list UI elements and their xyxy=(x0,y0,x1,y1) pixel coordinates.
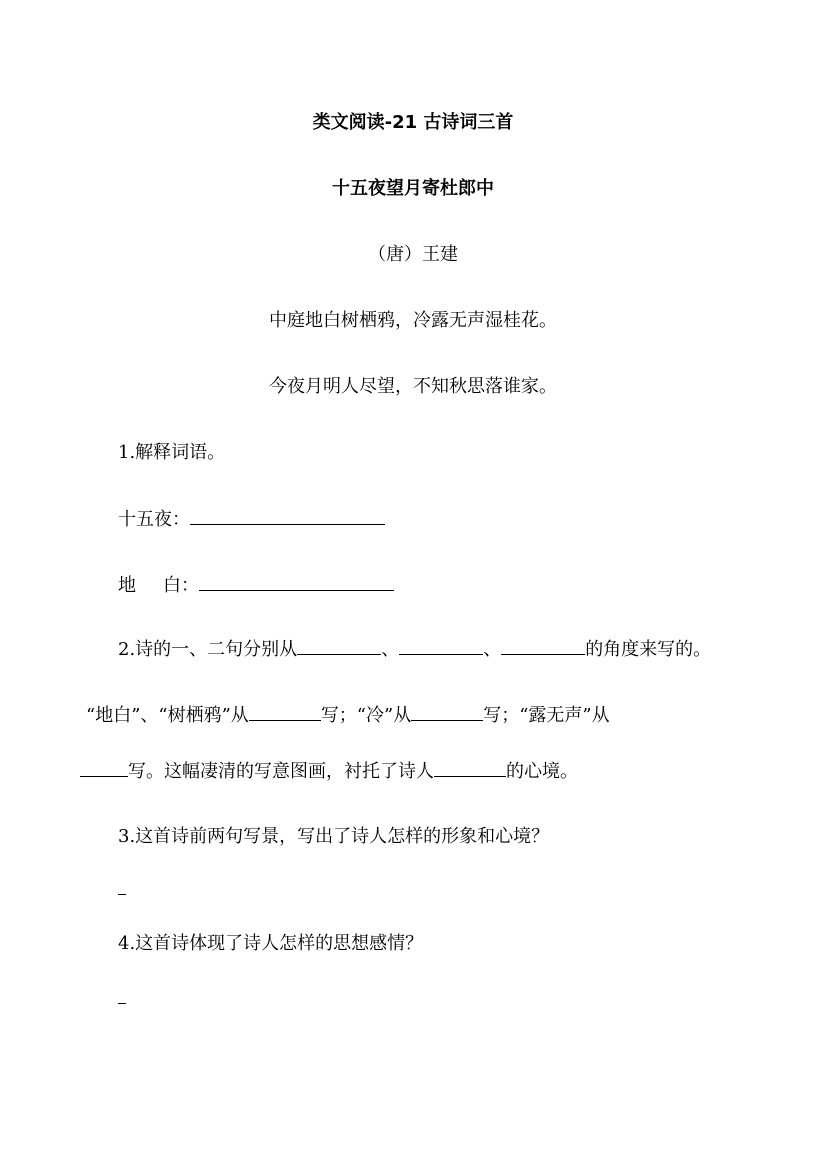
question-1-item-2 xyxy=(118,574,394,598)
question-3-prompt: 3.这首诗前两句写景，写出了诗人怎样的形象和心境？ xyxy=(118,826,550,847)
question-2-text: 的角度来写的。 xyxy=(585,639,712,660)
question-2-line-3 xyxy=(80,760,578,784)
answer-blank[interactable] xyxy=(411,704,483,721)
question-1-prompt: 1.解释词语。 xyxy=(118,442,226,463)
answer-line-q3[interactable] xyxy=(118,894,126,895)
separator: 、 xyxy=(381,639,400,660)
answer-line-q4[interactable] xyxy=(118,1003,126,1004)
question-2-line-1 xyxy=(118,638,711,662)
question-2-text: 写；“冷”从 xyxy=(320,705,412,726)
poem-line-1: 中庭地白树栖鸦，冷露无声湿桂花。 xyxy=(269,310,557,331)
item-2-label-char-1: 地 xyxy=(118,575,136,596)
answer-blank[interactable] xyxy=(501,638,585,655)
answer-blank[interactable] xyxy=(297,638,381,655)
poem-title: 十五夜望月寄杜郎中 xyxy=(332,178,494,199)
item-1-label: 十五夜： xyxy=(118,509,190,530)
poem-line-2: 今夜月明人尽望，不知秋思落谁家。 xyxy=(269,376,557,397)
answer-blank[interactable] xyxy=(434,760,506,777)
answer-blank[interactable] xyxy=(80,760,128,777)
answer-blank[interactable] xyxy=(190,508,385,525)
poem-author: （唐）王建 xyxy=(368,244,458,265)
question-2-text: 的心境。 xyxy=(506,761,578,782)
document-title: 类文阅读-21 古诗词三首 xyxy=(312,112,514,133)
question-4-prompt: 4.这首诗体现了诗人怎样的思想感情？ xyxy=(118,933,424,954)
question-2-text: 2.诗的一、二句分别从 xyxy=(118,639,298,660)
question-1-item-1 xyxy=(118,508,385,532)
item-2-label-char-2: 白： xyxy=(163,575,199,596)
question-2-text: 写；“露无声”从 xyxy=(483,705,610,726)
answer-blank[interactable] xyxy=(249,704,321,721)
separator: 、 xyxy=(483,639,502,660)
question-2-text: “地白”、“树栖鸦”从 xyxy=(86,705,249,726)
question-2-line-2 xyxy=(86,704,610,728)
answer-blank[interactable] xyxy=(399,638,483,655)
answer-blank[interactable] xyxy=(199,574,394,591)
question-2-text: 写。这幅凄清的写意图画，衬托了诗人 xyxy=(128,761,434,782)
